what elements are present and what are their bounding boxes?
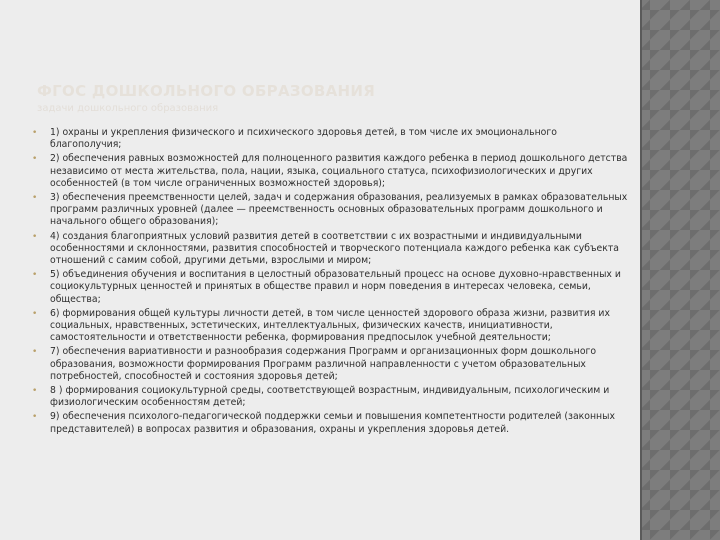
list-item: • 6) формирования общей культуры личности детей, в том числе ценностей здорового образа жизни, развития их социальных, нравственных, эстетических, интеллектуальных, физических качеств, инициативности, самостоятельности и ответственности ребенка, формирования предпосылок учебной деятельности;	[26, 308, 631, 345]
list-item: • 3) обеспечения преемственности целей, задач и содержания образования, реализуемых в рамках образовательных программ различных уровней (далее — преемственность основных образовательных программ дошкольного и начального общего образования);	[26, 192, 631, 229]
list-item: • 9) обеспечения психолого-педагогической поддержки семьи и повышения компетентности родителей (законных представителей) в вопросах развития и образования, охраны и укрепления здоровья детей.	[26, 411, 631, 435]
list-item: • 1) охраны и укрепления физического и психического здоровья детей, в том числе их эмоционального благополучия;	[26, 127, 631, 151]
list-item: • 4) создания благоприятных условий развития детей в соответствии с их возрастными и индивидуальными особенностями и склонностями, развития способностей и творческого потенциала каждого ребенка как субъекта отношений с самим собой, другими детьми, взрослыми и миром;	[26, 231, 631, 268]
list-item: • 2) обеспечения равных возможностей для полноценного развития каждого ребенка в период дошкольного детства независимо от места жительства, пола, нации, языка, социального статуса, психофизиологических и других особенностей (в том числе ограниченных возможностей здоровья);	[26, 153, 631, 190]
decorative-side-pattern	[640, 0, 720, 540]
slide-title: ФГОС ДОШКОЛЬНОГО ОБРАЗОВАНИЯ	[37, 82, 376, 100]
slide-subtitle: задачи дошкольного образования	[37, 103, 219, 114]
list-item: • 8 ) формирования социокультурной среды, соответствующей возрастным, индивидуальным, психологическим и физиологическим особенностям детей;	[26, 385, 631, 409]
task-list	[26, 127, 631, 438]
list-item: • 7) обеспечения вариативности и разнообразия содержания Программ и организационных форм дошкольного образования, возможности формирования Программ различной направленности с учетом образовательных потребностей, способностей и состояния здоровья детей;	[26, 346, 631, 383]
list-item: • 5) объединения обучения и воспитания в целостный образовательный процесс на основе духовно-нравственных и социокультурных ценностей и принятых в обществе правил и норм поведения в интересах человека, семьи, общества;	[26, 269, 631, 306]
